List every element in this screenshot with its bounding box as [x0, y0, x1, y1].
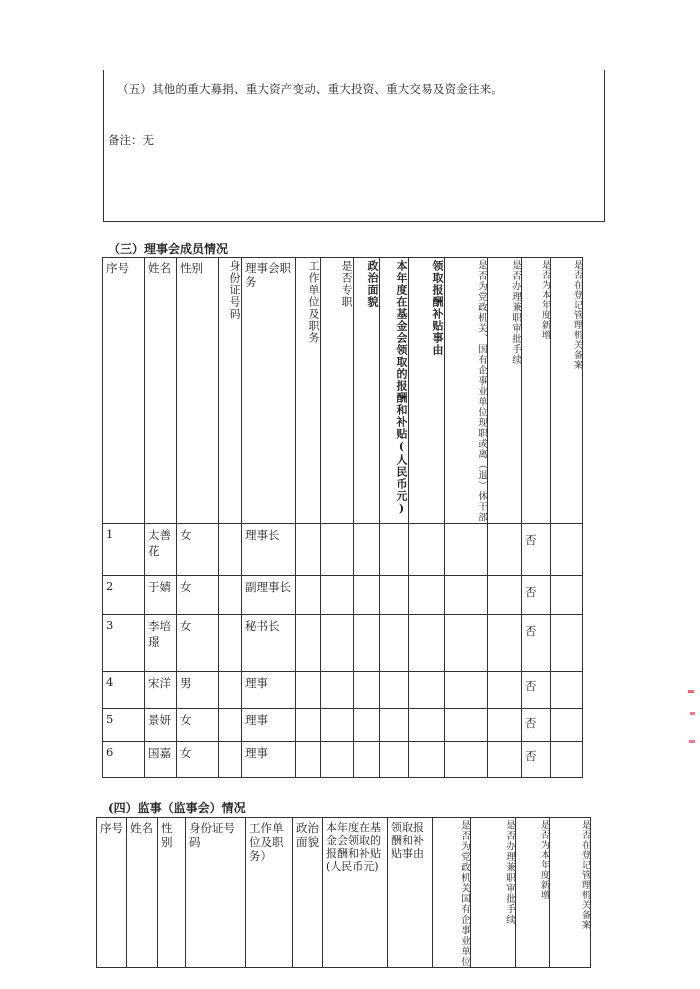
- section3-title: （三）理事会成员情况: [108, 242, 229, 256]
- header-gov: 是否为党政机关国有企事业单位: [433, 818, 471, 968]
- margin-mark: [690, 712, 695, 715]
- header-new: 是否为本年度新增: [516, 818, 550, 968]
- table-row: 1 太善花 女 理事长 否: [103, 523, 583, 575]
- header-approval: 是否办理兼职审批手续: [471, 818, 516, 968]
- header-seq: 序号: [103, 258, 145, 524]
- header-duty: 理事会职务: [242, 258, 296, 524]
- margin-mark: [689, 740, 695, 743]
- header-id: 身份证号码: [219, 258, 242, 524]
- header-gender: 性别: [158, 818, 186, 968]
- header-record: 是否在登记管理机关备案: [550, 818, 591, 968]
- header-pay: 本年度在基金会领取的报酬和补贴(人民币元): [323, 818, 388, 968]
- section5-remark: 备注：无: [108, 133, 154, 147]
- table-row: 2 于婧 女 副理事长 否: [103, 575, 583, 614]
- header-name: 姓名: [145, 258, 177, 524]
- header-row: [103, 258, 583, 524]
- header-record: 是否在登记管理机关备案: [551, 258, 583, 524]
- header-pay-reason: 领取报酬补贴事由: [409, 258, 445, 524]
- supervisors-table: [96, 817, 591, 968]
- header-new: 是否为本年度新增: [522, 258, 551, 524]
- table-row: 4 宋洋 男 理事 否: [103, 671, 583, 708]
- header-politics: 政治面貌: [293, 818, 323, 968]
- header-gender: 性别: [177, 258, 219, 524]
- header-row: [97, 818, 591, 968]
- margin-mark: [688, 690, 694, 693]
- table-row: 5 景妍 女 理事 否: [103, 708, 583, 741]
- header-id: 身份证号码: [186, 818, 246, 968]
- table-row: 3 李培璟 女 秘书长 否: [103, 614, 583, 671]
- header-pay: 本年度在基金会领取的报酬和补贴(人民币元): [380, 258, 409, 524]
- header-approval: 是否办理兼职审批手续: [488, 258, 522, 524]
- header-work: 工作单位及职务: [296, 258, 321, 524]
- table-row: 6 国嘉 女 理事 否: [103, 741, 583, 777]
- section4-title: (四）监事（监事会）情况: [108, 801, 246, 815]
- header-gov: 是否为党政机关、国有企事业单位现职或离（退）休干部: [445, 258, 488, 524]
- header-name: 姓名: [127, 818, 158, 968]
- header-politics: 政治面貌: [354, 258, 380, 524]
- header-fulltime: 是否专职: [321, 258, 354, 524]
- section5-title: （五）其他的重大募捐、重大资产变动、重大投资、重大交易及资金往来。: [117, 82, 504, 96]
- header-pay-reason: 领取报酬和补贴事由: [388, 818, 433, 968]
- header-work: 工作单位及职务）: [246, 818, 293, 968]
- header-seq: 序号: [97, 818, 127, 968]
- board-members-table: [102, 257, 583, 778]
